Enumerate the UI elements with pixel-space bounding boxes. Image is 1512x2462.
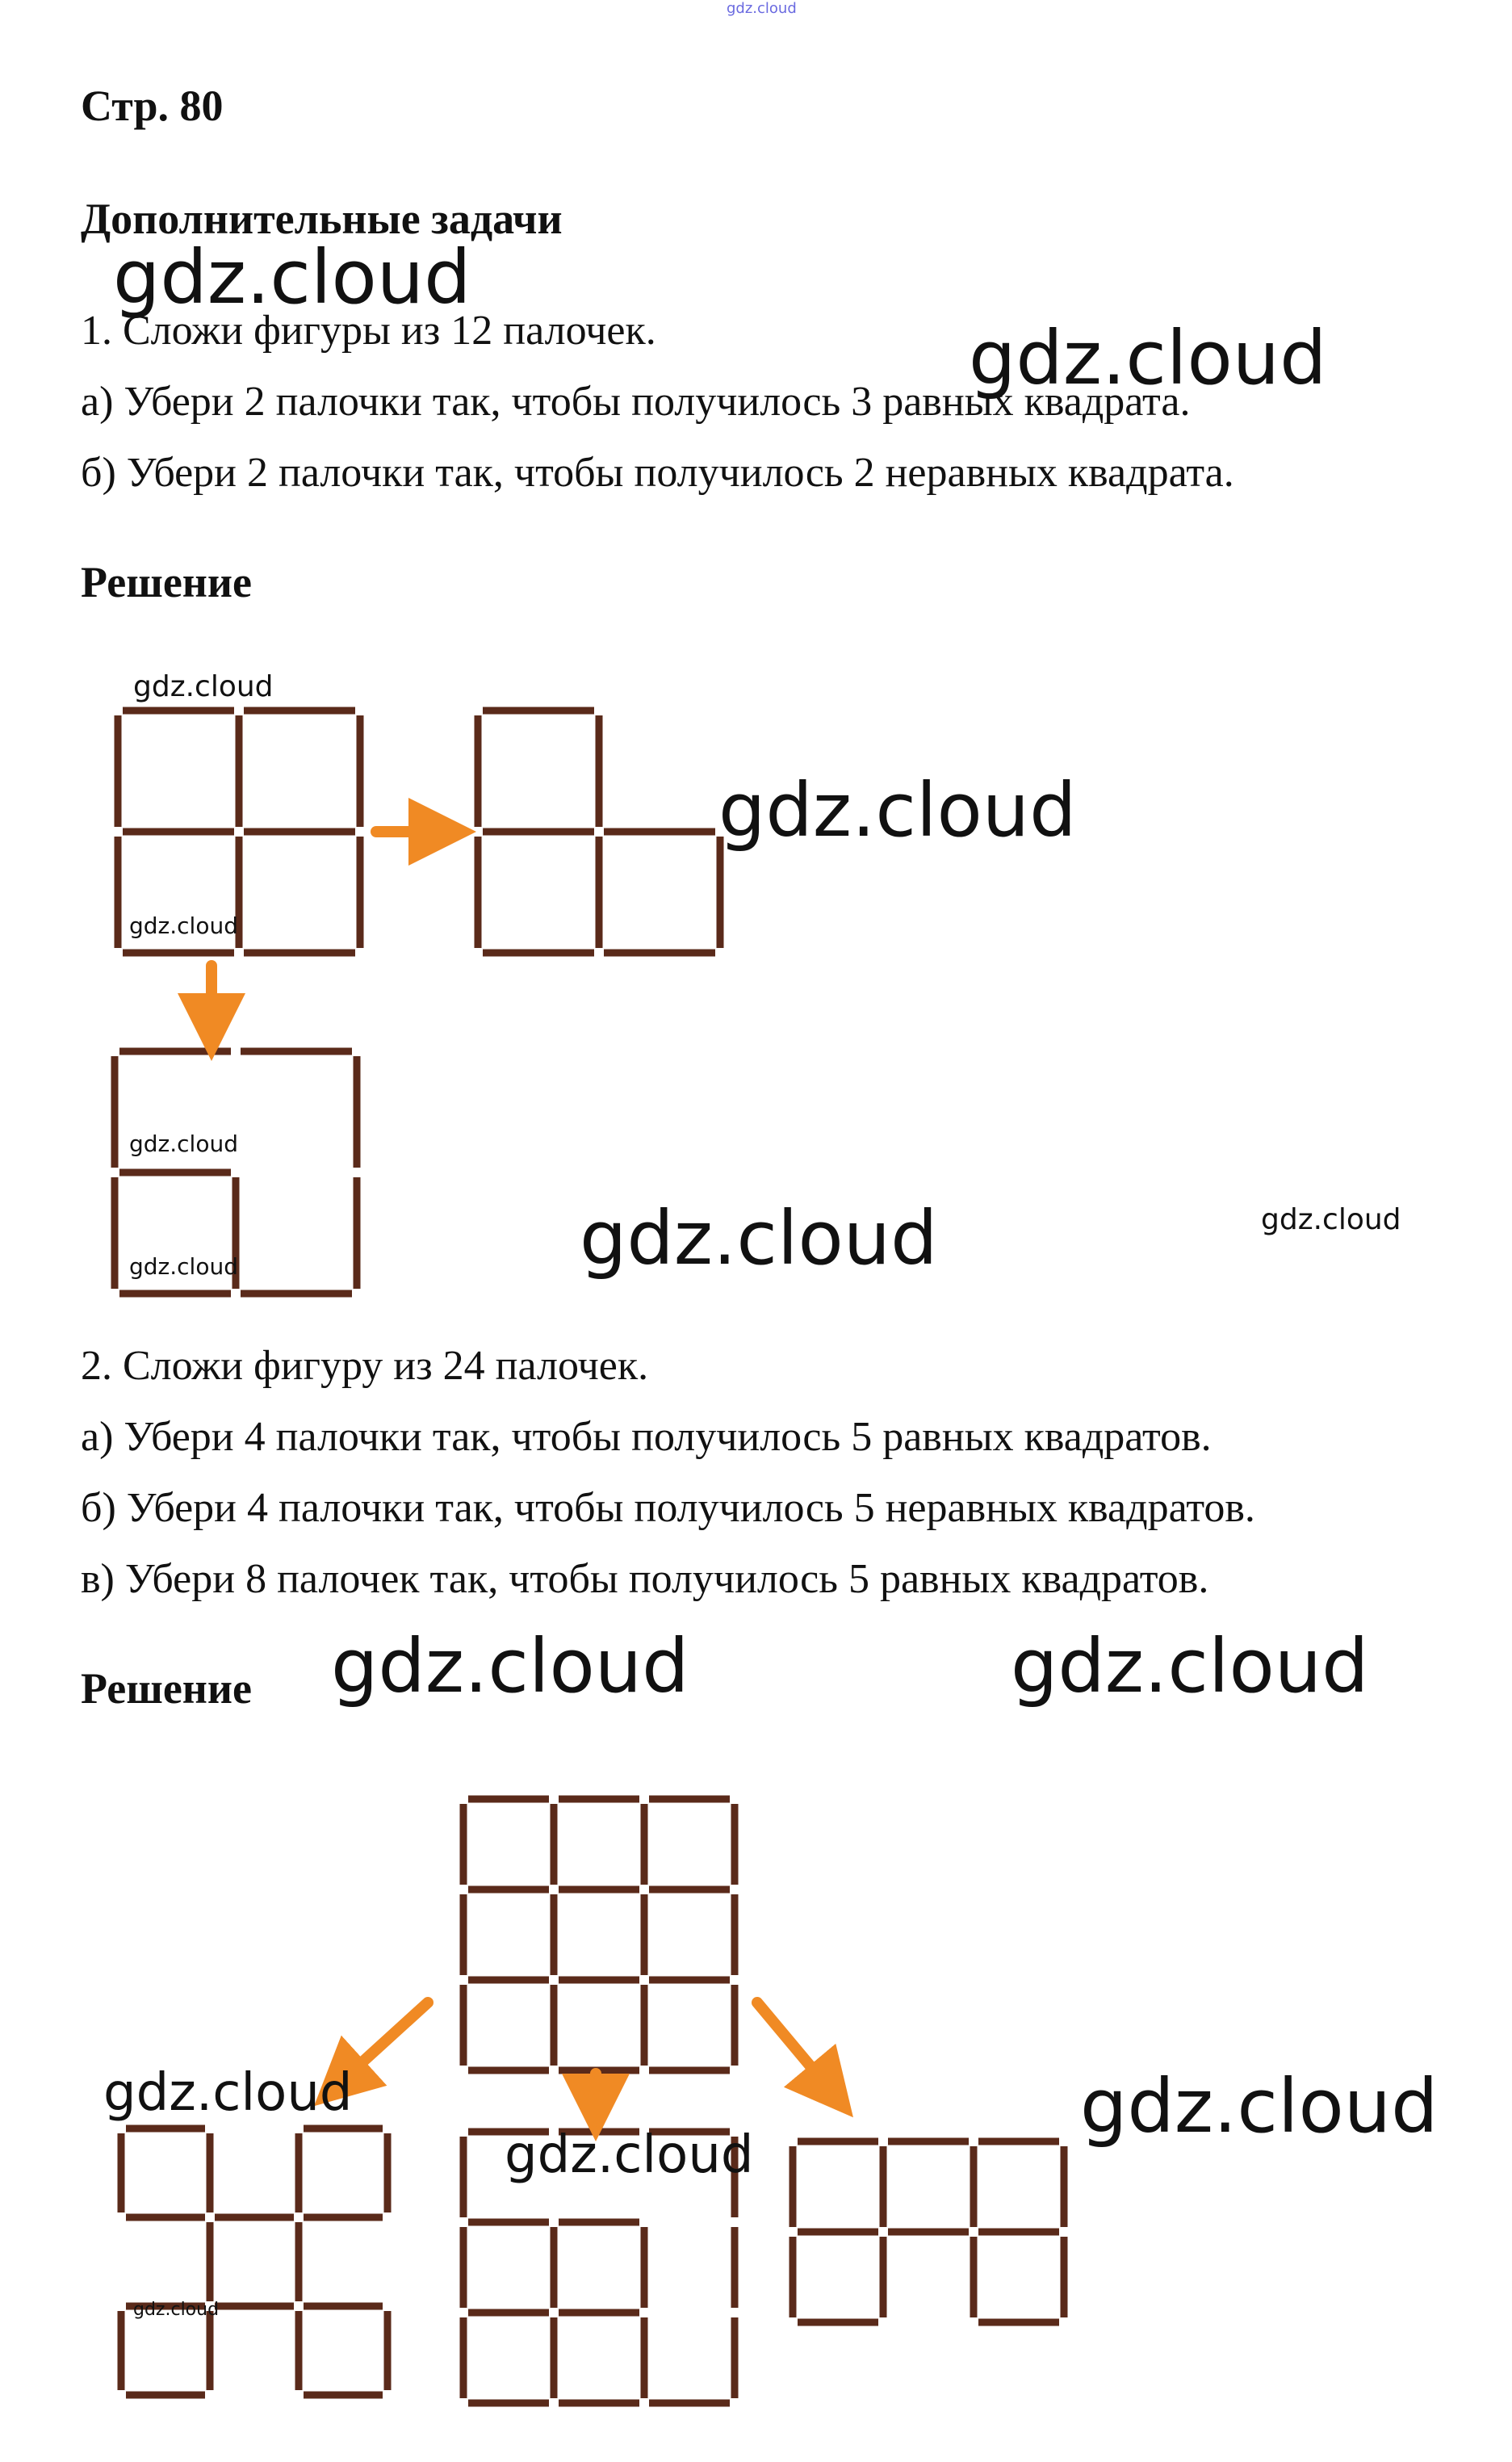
task2-b: б) Убери 4 палочки так, чтобы получилось 5 неравных квадратов. [81,1485,1255,1531]
arrow-icon [339,2003,428,2083]
task1-title: 1. Сложи фигуры из 12 палочек. [81,308,656,354]
watermark: gdz.cloud [1261,1203,1401,1236]
solution2-label: Решение [81,1664,252,1713]
task2-title: 2. Сложи фигуру из 24 палочек. [81,1343,649,1389]
solution1-label: Решение [81,558,252,606]
watermark: gdz.cloud [113,234,471,321]
section-heading: Дополнительные задачи [81,195,563,243]
watermark: gdz.cloud [1011,1623,1369,1709]
watermark: gdz.cloud [133,2300,220,2320]
watermark: gdz.cloud [129,1130,238,1157]
watermark: gdz.cloud [129,912,238,939]
task1-a: а) Убери 2 палочки так, чтобы получилось 3 равных квадрата. [81,379,1191,425]
task2-a: а) Убери 4 палочки так, чтобы получилось 5 равных квадратов. [81,1414,1212,1460]
top-watermark: gdz.cloud [727,0,797,17]
watermark: gdz.cloud [129,1253,238,1280]
watermark: gdz.cloud [505,2125,754,2185]
watermark: gdz.cloud [1080,2063,1439,2150]
task2-c: в) Убери 8 палочек так, чтобы получилось 5 равных квадратов. [81,1556,1209,1602]
watermark: gdz.cloud [133,670,274,703]
watermark: gdz.cloud [718,767,1077,854]
arrow-icon [757,2003,831,2091]
watermark: gdz.cloud [580,1195,938,1281]
watermark: gdz.cloud [331,1623,689,1709]
task1-b: б) Убери 2 палочки так, чтобы получилось 2 неравных квадрата. [81,450,1234,496]
page-number: Стр. 80 [81,82,224,130]
watermark: gdz.cloud [103,2063,353,2123]
watermark: gdz.cloud [969,315,1327,401]
